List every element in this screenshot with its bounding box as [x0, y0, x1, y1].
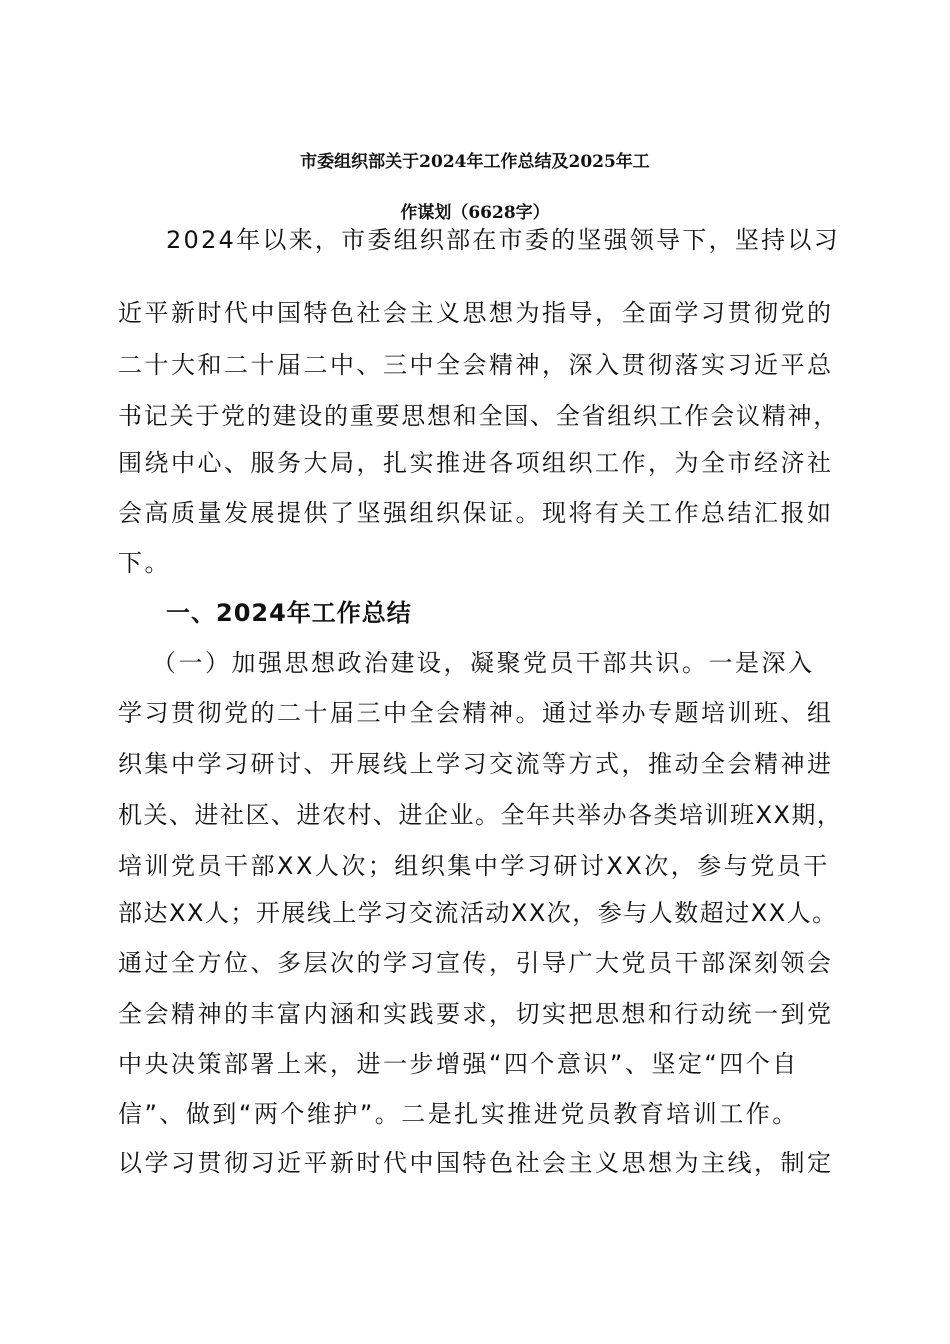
document-title-line-2: 作谋划（6628字） — [400, 203, 550, 223]
section-paragraph-line: 部达XX人；开展线上学习交流活动XX次，参与人数超过XX人。 — [118, 899, 838, 927]
section-paragraph-line: 机关、进社区、进农村、进企业。全年共举办各类培训班XX期， — [118, 801, 843, 829]
intro-paragraph-line: 下。 — [118, 549, 171, 577]
section-paragraph-line: 全会精神的丰富内涵和实践要求，切实把思想和行动统一到党 — [118, 1000, 834, 1028]
intro-paragraph-line: 二十大和二十届二中、三中全会精神，深入贯彻落实习近平总 — [118, 351, 834, 379]
section-paragraph-line: 通过全方位、多层次的学习宣传，引导广大党员干部深刻领会 — [118, 949, 834, 977]
section-paragraph-line: 织集中学习研讨、开展线上学习交流等方式，推动全会精神进 — [118, 750, 834, 778]
section-paragraph-line: 中央决策部署上来，进一步增强“四个意识”、坚定“四个自 — [118, 1050, 799, 1078]
section-paragraph-line: 学习贯彻党的二十届三中全会精神。通过举办专题培训班、组 — [118, 699, 834, 727]
section-heading: 一、2024年工作总结 — [166, 599, 412, 627]
intro-paragraph-line: 近平新时代中国特色社会主义思想为指导，全面学习贯彻党的 — [118, 299, 834, 327]
intro-paragraph-line: 会高质量发展提供了坚强组织保证。现将有关工作总结汇报如 — [118, 499, 834, 527]
intro-paragraph-line: 围绕中心、服务大局，扎实推进各项组织工作，为全市经济社 — [118, 449, 834, 477]
intro-paragraph-line: 2024年以来，市委组织部在市委的坚强领导下，坚持以习 — [166, 226, 840, 254]
document-title-line-1: 市委组织部关于2024年工作总结及2025年工 — [300, 152, 650, 172]
intro-paragraph-line: 书记关于党的建设的重要思想和全国、全省组织工作会议精神， — [118, 402, 839, 430]
section-paragraph-line: （一）加强思想政治建设，凝聚党员干部共识。一是深入 — [152, 649, 815, 677]
section-paragraph-line: 信”、做到“两个维护”。二是扎实推进党员教育培训工作。 — [118, 1100, 799, 1128]
section-paragraph-line: 培训党员干部XX人次；组织集中学习研讨XX次，参与党员干 — [118, 852, 830, 880]
section-paragraph-line: 以学习贯彻习近平新时代中国特色社会主义思想为主线，制定 — [118, 1149, 834, 1177]
